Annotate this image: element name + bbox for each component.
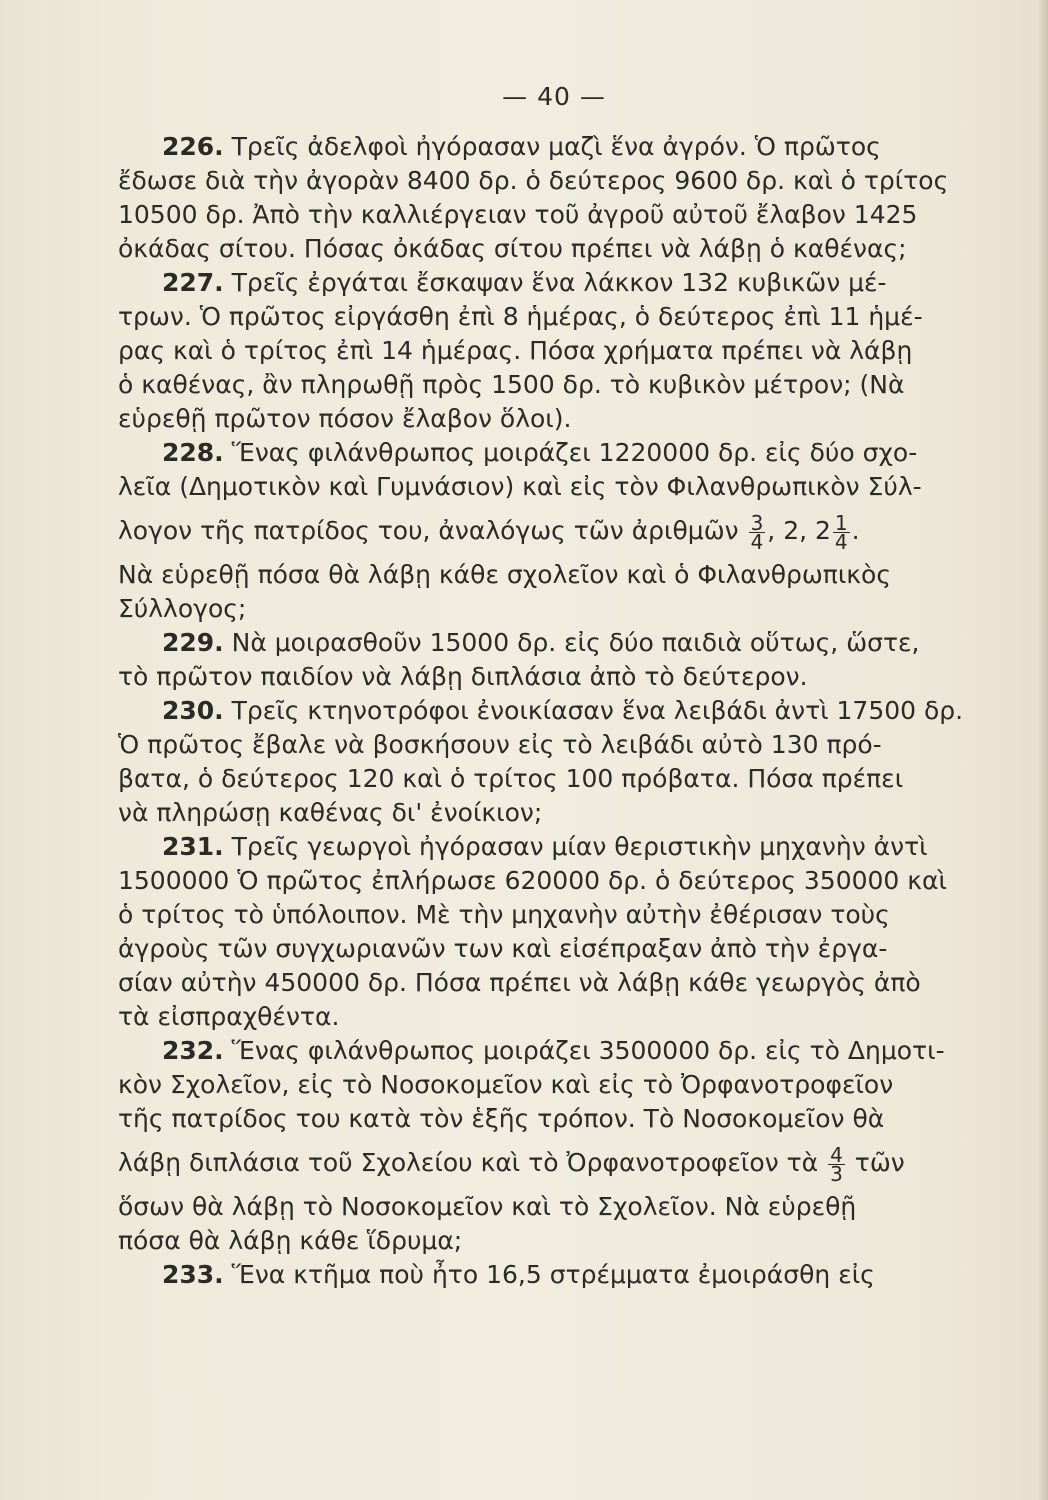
problem-number: 226.: [162, 132, 224, 161]
text-line: Ὁ πρῶτος ἔβαλε νὰ βοσκήσουν εἰς τὸ λειβάδι αὐτὸ 130 πρό-: [118, 730, 882, 759]
problem-232: [118, 1034, 958, 1258]
text-line: Τρεῖς κτηνοτρόφοι ἐνοικίασαν ἕνα λειβάδι ἀντὶ 17500 δρ.: [231, 696, 964, 725]
text-segment: , 2,: [767, 516, 808, 545]
denominator: 3: [830, 1161, 843, 1186]
problem-number: 233.: [162, 1260, 224, 1289]
fraction: [828, 1142, 845, 1186]
text-line: ὅσων θὰ λάβῃ τὸ Νοσοκομεῖον καὶ τὸ Σχολεῖον. Νὰ εὑρεθῇ: [118, 1192, 857, 1221]
problem-230: [118, 694, 964, 830]
text-line: ὀκάδας σίτου. Πόσας ὀκάδας σίτου πρέπει νὰ λάβῃ ὁ καθένας;: [118, 234, 907, 263]
problem-number: 231.: [162, 832, 224, 861]
text-line: Τρεῖς γεωργοὶ ἠγόρασαν μίαν θεριστικὴν μηχανὴν ἀντὶ: [231, 832, 928, 861]
problem-number: 229.: [162, 628, 224, 657]
numerator: 3: [750, 510, 764, 535]
problem-233: [118, 1258, 958, 1292]
problem-228: [118, 436, 958, 626]
text-line: λεῖα (Δημοτικὸν καὶ Γυμνάσιον) καὶ εἰς τὸν Φιλανθρωπικὸν Σύλ-: [118, 472, 922, 501]
text-line: ἀγροὺς τῶν συγχωριανῶν των καὶ εἰσέπραξαν ἀπὸ τὴν ἐργα-: [118, 934, 888, 963]
text-line: Νὰ μοιρασθοῦν 15000 δρ. εἰς δύο παιδιὰ οὕτως, ὥστε,: [231, 628, 920, 657]
text-line: ρας καὶ ὁ τρίτος ἐπὶ 14 ἡμέρας. Πόσα χρήματα πρέπει νὰ λάβῃ: [118, 336, 913, 365]
text-line: νὰ πληρώσῃ καθένας δι' ἐνοίκιον;: [118, 798, 543, 827]
text-line: ἔδωσε διὰ τὴν ἀγορὰν 8400 δρ. ὁ δεύτερος 9600 δρ. καὶ ὁ τρίτος: [118, 166, 949, 195]
text-line: εὑρεθῇ πρῶτον πόσον ἔλαβον ὅλοι).: [118, 404, 572, 433]
problem-number: 230.: [162, 696, 224, 725]
text-line: Σύλλογος;: [118, 594, 247, 623]
page-text: [118, 130, 964, 1292]
text-line: ὁ τρίτος τὸ ὑπόλοιπον. Μὲ τὴν μηχανὴν αὐτὴν ἐθέρισαν τοὺς: [118, 900, 890, 929]
text-segment: λάβῃ διπλάσια τοῦ Σχολείου καὶ τὸ Ὀρφανοτροφεῖον τὰ: [118, 1148, 819, 1177]
text-line: σίαν αὐτὴν 450000 δρ. Πόσα πρέπει νὰ λάβῃ κάθε γεωργὸς ἀπὸ: [118, 968, 921, 997]
text-line: κὸν Σχολεῖον, εἰς τὸ Νοσοκομεῖον καὶ εἰς τὸ Ὀρφανοτροφεῖον: [118, 1070, 894, 1099]
denominator: 4: [834, 529, 848, 554]
text-line: Τρεῖς ἀδελφοὶ ἠγόρασαν μαζὶ ἕνα ἀγρόν. Ὁ πρῶτος: [231, 132, 881, 161]
text-line: τρων. Ὁ πρῶτος εἰργάσθη ἐπὶ 8 ἡμέρας, ὁ δεύτερος ἐπὶ 11 ἡμέ-: [118, 302, 923, 331]
text-segment: τῶν: [854, 1148, 905, 1177]
text-line: ὁ καθένας, ἂν πληρωθῇ πρὸς 1500 δρ. τὸ κυβικὸν μέτρον; (Νὰ: [118, 370, 905, 399]
text-line: τῆς πατρίδος του κατὰ τὸν ἑξῆς τρόπον. Τὸ Νοσοκομεῖον θὰ: [118, 1104, 885, 1133]
problem-231: [118, 830, 958, 1034]
numerator: 4: [830, 1142, 843, 1167]
problem-number: 228.: [162, 438, 224, 467]
text-line: Ἕνας φιλάνθρωπος μοιράζει 1220000 δρ. εἰς δύο σχο-: [231, 438, 918, 467]
text-segment: .: [851, 516, 860, 545]
problem-226: [118, 130, 958, 266]
text-line: 1500000 Ὁ πρῶτος ἐπλήρωσε 620000 δρ. ὁ δεύτερος 350000 καὶ: [118, 866, 947, 895]
text-line: Ἕνας φιλάνθρωπος μοιράζει 3500000 δρ. εἰς τὸ Δημοτι-: [231, 1036, 945, 1065]
problem-227: [118, 266, 958, 436]
text-line: πόσα θὰ λάβῃ κάθε ἵδρυμα;: [118, 1226, 463, 1255]
text-line: Νὰ εὑρεθῇ πόσα θὰ λάβῃ κάθε σχολεῖον καὶ ὁ Φιλανθρωπικὸς: [118, 560, 892, 589]
page-edge-shadow: [1038, 0, 1048, 1500]
fraction-line: [118, 1136, 958, 1190]
text-line: Ἕνα κτῆμα ποὺ ἦτο 16,5 στρέμματα ἐμοιράσθη εἰς: [231, 1260, 875, 1289]
text-line: Τρεῖς ἐργάται ἔσκαψαν ἕνα λάκκον 132 κυβικῶν μέ-: [231, 268, 887, 297]
text-segment: λογον τῆς πατρίδος του, ἀναλόγως τῶν ἀριθμῶν: [118, 516, 739, 545]
page-number: — 40 —: [502, 82, 606, 111]
fraction: [833, 510, 850, 554]
problem-number: 227.: [162, 268, 224, 297]
text-line: τὸ πρῶτον παιδίον νὰ λάβῃ διπλάσια ἀπὸ τὸ δεύτερον.: [118, 662, 808, 691]
text-line: τὰ εἰσπραχθέντα.: [118, 1002, 340, 1031]
mixed-whole: 2: [815, 516, 831, 545]
problem-number: 232.: [162, 1036, 224, 1065]
numerator: 1: [834, 510, 848, 535]
denominator: 4: [750, 529, 764, 554]
fraction-line: [118, 504, 958, 558]
fraction: [749, 510, 766, 554]
problem-229: [118, 626, 958, 694]
text-line: βατα, ὁ δεύτερος 120 καὶ ὁ τρίτος 100 πρόβατα. Πόσα πρέπει: [118, 764, 904, 793]
text-line: 10500 δρ. Ἀπὸ τὴν καλλιέργειαν τοῦ ἀγροῦ αὐτοῦ ἔλαβον 1425: [118, 200, 918, 229]
